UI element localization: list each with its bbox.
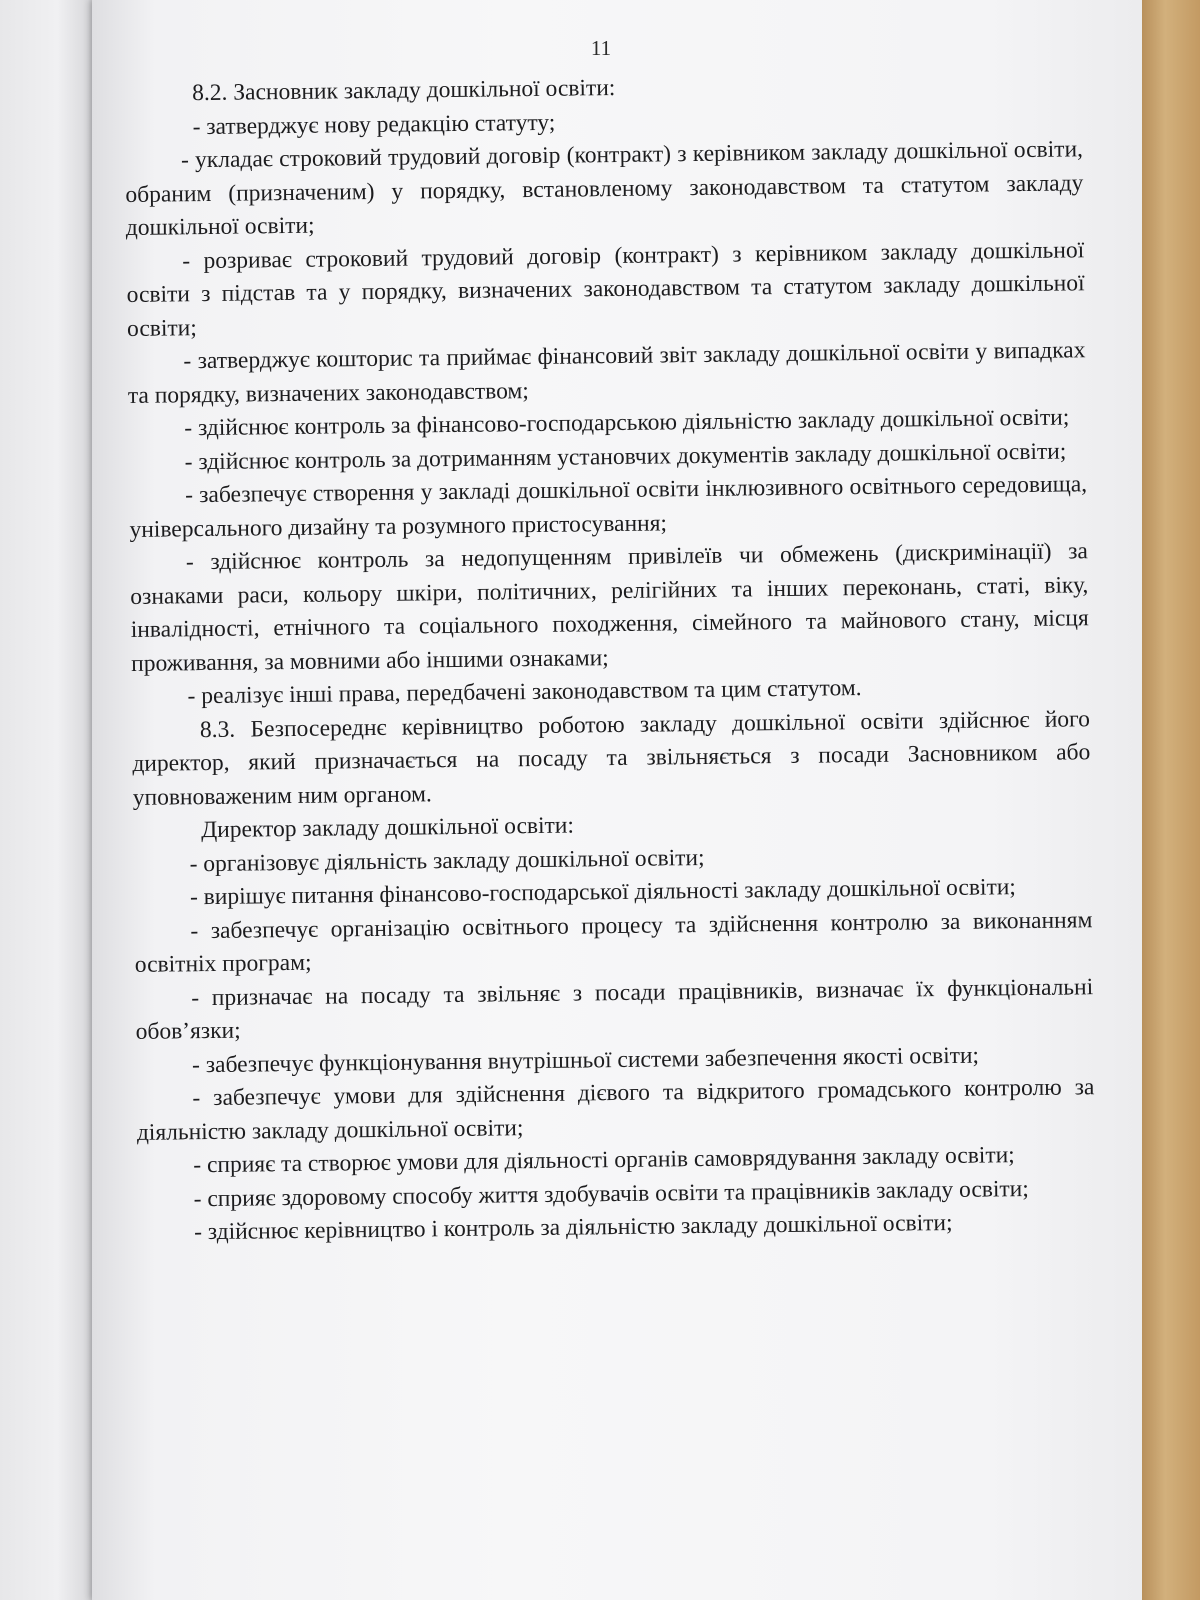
section-heading: 8.2. Засновник закладу дошкільної освіти: — [192, 74, 616, 107]
paragraph: - організовує діяльність закладу дошкільної освіти; — [189, 844, 705, 877]
section-heading: 8.3. Безпосереднє керівництво роботою закладу дошкільної освіти здійснює його директор, який призначається на посаду та звільняється з посади Засновником або уповноваженим ним органом. — [132, 705, 1091, 811]
paragraph: - сприяє та створює умови для діяльності органів самоврядування закладу освіти; — [193, 1142, 1015, 1179]
paragraph: - розриває строковий трудовий договір (контракт) з керівником закладу дошкільної освіти з підстав та у порядку, визначених законодавством та статутом закладу дошкільної освіти; — [126, 236, 1085, 342]
paragraph: - затверджує кошторис та приймає фінансовий звіт закладу дошкільної освіти у випадках та порядку, визначених законодавством; — [127, 337, 1086, 409]
document-body — [124, 66, 1096, 1250]
desk-surface — [1142, 0, 1200, 1600]
paragraph: - затверджує нову редакцію статуту; — [192, 109, 556, 140]
page-number: 11 — [590, 36, 612, 60]
paragraph: - забезпечує функціонування внутрішньої системи забезпечення якості освіти; — [191, 1042, 980, 1078]
paragraph: - здійснює контроль за недопущенням привілеїв чи обмежень (дискримінації) за ознаками раси, кольору шкіри, політичних, релігійних та інших переконань, статі, віку, інвалідності, етнічного та соціального походження, сімейного та майнового стану, місця проживання, за мовними або іншими ознаками; — [130, 538, 1089, 677]
paragraph: - призначає на посаду та звільняє з посади працівників, визначає їх функціональні обов’язки; — [135, 973, 1094, 1045]
paragraph: - укладає строковий трудовий договір (контракт) з керівником закладу дошкільної освіти, обраним (призначеним) у порядку, встановленому законодавством та статутом закладу дошкільної освіти; — [125, 136, 1084, 241]
paragraph: - здійснює контроль за дотриманням установчих документів закладу дошкільної освіти; — [184, 438, 1067, 475]
paragraph: - здійснює контроль за фінансово-господарською діяльністю закладу дошкільної освіти; — [184, 404, 1070, 442]
facing-page-edge — [0, 0, 96, 1600]
paragraph: - здійснює керівництво і контроль за діяльністю закладу дошкільної освіти; — [193, 1209, 953, 1246]
paragraph: - вирішує питання фінансово-господарської діяльності закладу дошкільної освіти; — [189, 874, 1017, 911]
paragraph: Директор закладу дошкільної освіти: — [201, 812, 575, 844]
paragraph: - сприяє здоровому способу життя здобувачів освіти та працівників закладу освіти; — [193, 1175, 1029, 1212]
paragraph: - забезпечує умови для здійснення дієвого та відкритого громадського контролю за діяльністю закладу дошкільної освіти; — [136, 1074, 1095, 1146]
paragraph: - забезпечує організацію освітнього процесу та здійснення контролю за виконанням освітніх програм; — [134, 906, 1093, 978]
paragraph: - забезпечує створення у закладі дошкільної освіти інклюзивного освітнього середовища, універсального дизайну та розумного пристосування; — [129, 471, 1088, 543]
paragraph: - реалізує інші права, передбачені законодавством та цим статутом. — [187, 675, 862, 710]
